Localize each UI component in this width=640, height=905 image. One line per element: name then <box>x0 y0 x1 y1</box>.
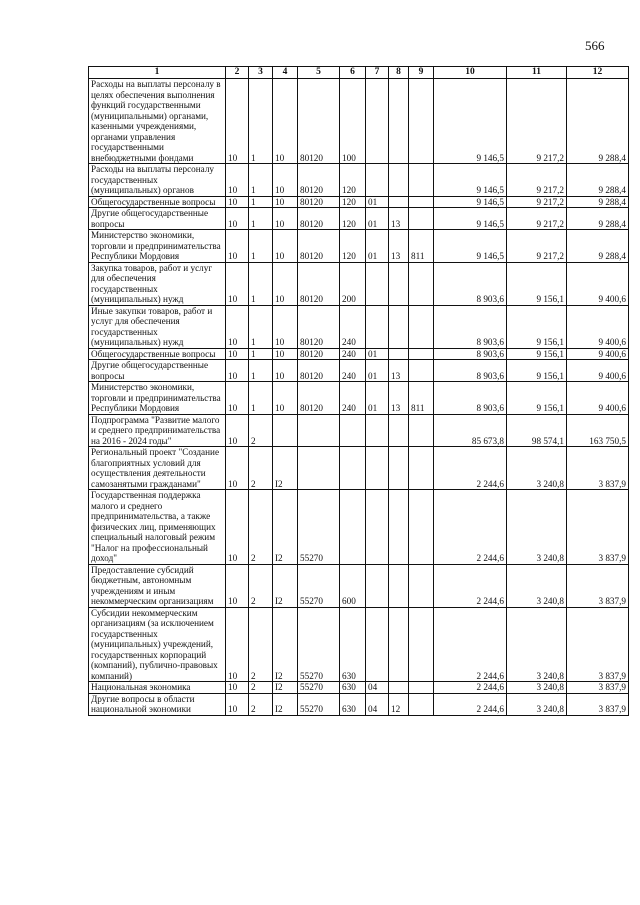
page-number: 566 <box>585 38 605 53</box>
amount-cell: 9 156,1 <box>507 360 567 382</box>
code-cell: 10 <box>226 230 249 263</box>
code-cell <box>409 447 434 490</box>
row-name: Другие вопросы в области национальной экономики <box>89 693 226 715</box>
code-cell: 2 <box>249 447 273 490</box>
code-cell: 240 <box>340 382 366 415</box>
code-cell: 100 <box>340 79 366 164</box>
code-cell: 01 <box>366 208 389 230</box>
code-cell: 10 <box>226 79 249 164</box>
table-row <box>89 196 629 208</box>
code-cell: 10 <box>226 414 249 447</box>
code-cell: 240 <box>340 305 366 348</box>
table-row <box>89 348 629 360</box>
amount-cell: 8 903,6 <box>434 360 507 382</box>
amount-cell: 9 146,5 <box>434 196 507 208</box>
code-cell <box>366 414 389 447</box>
header-cell: 8 <box>389 67 409 79</box>
amount-cell: 9 217,2 <box>507 196 567 208</box>
code-cell: 10 <box>226 382 249 415</box>
code-cell: 120 <box>340 164 366 197</box>
code-cell: 10 <box>273 79 298 164</box>
code-cell: 55270 <box>298 607 340 682</box>
code-cell: 80120 <box>298 382 340 415</box>
code-cell: 10 <box>273 262 298 305</box>
code-cell: 10 <box>226 564 249 607</box>
amount-cell: 9 288,4 <box>567 230 629 263</box>
amount-cell: 85 673,8 <box>434 414 507 447</box>
code-cell <box>409 414 434 447</box>
code-cell: 10 <box>226 305 249 348</box>
code-cell: I2 <box>273 682 298 694</box>
code-cell: 10 <box>226 196 249 208</box>
code-cell: 13 <box>389 230 409 263</box>
row-name: Субсидии некоммерческим организациям (за исключением государственных (муниципальных) учреждений, государственных корпораций (компаний), публично-правовых компаний) <box>89 607 226 682</box>
code-cell <box>389 447 409 490</box>
code-cell: 04 <box>366 682 389 694</box>
code-cell: 55270 <box>298 693 340 715</box>
code-cell: 630 <box>340 682 366 694</box>
amount-cell: 163 750,5 <box>567 414 629 447</box>
amount-cell: 2 244,6 <box>434 490 507 565</box>
code-cell: 120 <box>340 196 366 208</box>
code-cell <box>366 564 389 607</box>
amount-cell: 9 146,5 <box>434 164 507 197</box>
code-cell: 600 <box>340 564 366 607</box>
table-row <box>89 208 629 230</box>
code-cell <box>389 262 409 305</box>
table-row <box>89 693 629 715</box>
code-cell: 80120 <box>298 348 340 360</box>
code-cell: 55270 <box>298 682 340 694</box>
code-cell: 1 <box>249 208 273 230</box>
code-cell: 13 <box>389 382 409 415</box>
table-row <box>89 382 629 415</box>
amount-cell: 9 146,5 <box>434 79 507 164</box>
code-cell: 01 <box>366 348 389 360</box>
amount-cell: 9 217,2 <box>507 164 567 197</box>
code-cell <box>366 607 389 682</box>
code-cell: I2 <box>273 693 298 715</box>
table-row <box>89 490 629 565</box>
code-cell: 01 <box>366 230 389 263</box>
code-cell: 240 <box>340 348 366 360</box>
code-cell: 55270 <box>298 564 340 607</box>
code-cell <box>409 208 434 230</box>
budget-table <box>88 66 629 716</box>
code-cell: 10 <box>273 348 298 360</box>
amount-cell: 9 146,5 <box>434 208 507 230</box>
code-cell <box>389 564 409 607</box>
amount-cell: 2 244,6 <box>434 693 507 715</box>
code-cell <box>409 348 434 360</box>
row-name: Другие общегосударственные вопросы <box>89 360 226 382</box>
code-cell: 10 <box>273 208 298 230</box>
code-cell <box>409 262 434 305</box>
code-cell: 10 <box>273 164 298 197</box>
header-cell: 3 <box>249 67 273 79</box>
code-cell: 80120 <box>298 196 340 208</box>
code-cell: 10 <box>273 305 298 348</box>
code-cell: 1 <box>249 262 273 305</box>
code-cell <box>389 607 409 682</box>
code-cell: I2 <box>273 607 298 682</box>
code-cell: 1 <box>249 79 273 164</box>
amount-cell: 3 240,8 <box>507 682 567 694</box>
code-cell: 10 <box>226 607 249 682</box>
code-cell: 2 <box>249 490 273 565</box>
header-cell: 6 <box>340 67 366 79</box>
code-cell <box>389 490 409 565</box>
code-cell <box>409 164 434 197</box>
amount-cell: 3 837,9 <box>567 447 629 490</box>
row-name: Государственная поддержка малого и среднего предпринимательства, а также физических лиц, применяющих специальный налоговый режим "Налог на профессиональный доход" <box>89 490 226 565</box>
code-cell: 630 <box>340 607 366 682</box>
table-row <box>89 564 629 607</box>
amount-cell: 98 574,1 <box>507 414 567 447</box>
row-name: Другие общегосударственные вопросы <box>89 208 226 230</box>
header-cell: 7 <box>366 67 389 79</box>
code-cell <box>409 682 434 694</box>
table-row <box>89 230 629 263</box>
code-cell <box>340 447 366 490</box>
amount-cell: 9 400,6 <box>567 360 629 382</box>
amount-cell: 8 903,6 <box>434 262 507 305</box>
code-cell <box>340 490 366 565</box>
code-cell: 10 <box>226 447 249 490</box>
code-cell: 811 <box>409 382 434 415</box>
code-cell: 10 <box>226 693 249 715</box>
amount-cell: 9 217,2 <box>507 208 567 230</box>
code-cell: 13 <box>389 208 409 230</box>
code-cell: 10 <box>226 360 249 382</box>
code-cell: I2 <box>273 564 298 607</box>
amount-cell: 9 288,4 <box>567 79 629 164</box>
code-cell: 10 <box>226 164 249 197</box>
row-name: Предоставление субсидий бюджетным, автономным учреждениям и иным некоммерческим организациям <box>89 564 226 607</box>
header-cell: 5 <box>298 67 340 79</box>
amount-cell: 9 146,5 <box>434 230 507 263</box>
amount-cell: 9 288,4 <box>567 208 629 230</box>
code-cell <box>389 414 409 447</box>
code-cell: 01 <box>366 360 389 382</box>
table-row <box>89 447 629 490</box>
table-row <box>89 262 629 305</box>
code-cell: 10 <box>273 196 298 208</box>
row-name: Общегосударственные вопросы <box>89 348 226 360</box>
code-cell: 120 <box>340 208 366 230</box>
code-cell: 240 <box>340 360 366 382</box>
code-cell: 1 <box>249 348 273 360</box>
row-name: Общегосударственные вопросы <box>89 196 226 208</box>
amount-cell: 9 400,6 <box>567 262 629 305</box>
code-cell: 10 <box>273 360 298 382</box>
amount-cell: 9 217,2 <box>507 230 567 263</box>
code-cell <box>409 79 434 164</box>
code-cell: 120 <box>340 230 366 263</box>
row-name: Региональный проект "Создание благоприятных условий для осуществления деятельности самозанятыми гражданами" <box>89 447 226 490</box>
code-cell: 01 <box>366 382 389 415</box>
table-row <box>89 305 629 348</box>
code-cell: 80120 <box>298 262 340 305</box>
amount-cell: 2 244,6 <box>434 682 507 694</box>
header-cell: 1 <box>89 67 226 79</box>
amount-cell: 9 400,6 <box>567 305 629 348</box>
code-cell: 2 <box>249 564 273 607</box>
code-cell: 10 <box>226 490 249 565</box>
code-cell: 04 <box>366 693 389 715</box>
amount-cell: 9 156,1 <box>507 305 567 348</box>
code-cell <box>389 79 409 164</box>
amount-cell: 3 837,9 <box>567 607 629 682</box>
code-cell <box>409 360 434 382</box>
code-cell: 12 <box>389 693 409 715</box>
code-cell: 10 <box>226 208 249 230</box>
code-cell: 2 <box>249 414 273 447</box>
amount-cell: 3 837,9 <box>567 564 629 607</box>
code-cell <box>298 447 340 490</box>
code-cell: 1 <box>249 360 273 382</box>
amount-cell: 3 837,9 <box>567 490 629 565</box>
code-cell <box>389 196 409 208</box>
header-row <box>89 67 629 79</box>
row-name: Расходы на выплаты персоналу государственных (муниципальных) органов <box>89 164 226 197</box>
code-cell: 2 <box>249 607 273 682</box>
code-cell <box>409 490 434 565</box>
table-row <box>89 79 629 164</box>
code-cell <box>409 693 434 715</box>
code-cell <box>409 305 434 348</box>
code-cell <box>340 414 366 447</box>
table-row <box>89 607 629 682</box>
header-cell: 12 <box>567 67 629 79</box>
amount-cell: 2 244,6 <box>434 607 507 682</box>
amount-cell: 3 240,8 <box>507 564 567 607</box>
row-name: Иные закупки товаров, работ и услуг для обеспечения государственных (муниципальных) нужд <box>89 305 226 348</box>
code-cell: 80120 <box>298 305 340 348</box>
row-name: Национальная экономика <box>89 682 226 694</box>
code-cell <box>366 262 389 305</box>
amount-cell: 3 837,9 <box>567 693 629 715</box>
code-cell: 10 <box>226 348 249 360</box>
amount-cell: 9 400,6 <box>567 348 629 360</box>
amount-cell: 9 400,6 <box>567 382 629 415</box>
code-cell: 10 <box>273 230 298 263</box>
code-cell <box>366 447 389 490</box>
row-name: Министерство экономики, торговли и предпринимательства Республики Мордовия <box>89 230 226 263</box>
code-cell: 1 <box>249 230 273 263</box>
amount-cell: 8 903,6 <box>434 382 507 415</box>
table-row <box>89 164 629 197</box>
amount-cell: 3 240,8 <box>507 490 567 565</box>
code-cell: I2 <box>273 447 298 490</box>
code-cell <box>389 305 409 348</box>
amount-cell: 8 903,6 <box>434 348 507 360</box>
code-cell <box>366 164 389 197</box>
code-cell: 01 <box>366 196 389 208</box>
amount-cell: 3 240,8 <box>507 693 567 715</box>
code-cell <box>409 564 434 607</box>
row-name: Подпрограмма "Развитие малого и среднего предпринимательства на 2016 - 2024 годы" <box>89 414 226 447</box>
row-name: Министерство экономики, торговли и предпринимательства Республики Мордовия <box>89 382 226 415</box>
code-cell: 80120 <box>298 164 340 197</box>
header-cell: 11 <box>507 67 567 79</box>
table-row <box>89 682 629 694</box>
code-cell: 80120 <box>298 79 340 164</box>
amount-cell: 3 240,8 <box>507 607 567 682</box>
code-cell <box>389 164 409 197</box>
code-cell <box>298 414 340 447</box>
amount-cell: 9 156,1 <box>507 382 567 415</box>
header-cell: 2 <box>226 67 249 79</box>
code-cell: 1 <box>249 196 273 208</box>
code-cell <box>389 682 409 694</box>
row-name: Закупка товаров, работ и услуг для обеспечения государственных (муниципальных) нужд <box>89 262 226 305</box>
code-cell <box>366 490 389 565</box>
amount-cell: 2 244,6 <box>434 564 507 607</box>
code-cell: 2 <box>249 693 273 715</box>
code-cell <box>389 348 409 360</box>
code-cell: I2 <box>273 490 298 565</box>
amount-cell: 9 288,4 <box>567 164 629 197</box>
amount-cell: 9 288,4 <box>567 196 629 208</box>
amount-cell: 3 240,8 <box>507 447 567 490</box>
amount-cell: 8 903,6 <box>434 305 507 348</box>
row-name: Расходы на выплаты персоналу в целях обеспечения выполнения функций государственными (муниципальными) органами, казенными учреждениями, органами управления государственными внебюджетными фондами <box>89 79 226 164</box>
code-cell <box>273 414 298 447</box>
amount-cell: 2 244,6 <box>434 447 507 490</box>
amount-cell: 9 217,2 <box>507 79 567 164</box>
code-cell: 80120 <box>298 360 340 382</box>
code-cell: 13 <box>389 360 409 382</box>
code-cell: 1 <box>249 305 273 348</box>
code-cell <box>409 196 434 208</box>
code-cell: 10 <box>273 382 298 415</box>
table-row <box>89 360 629 382</box>
code-cell: 1 <box>249 164 273 197</box>
code-cell <box>366 305 389 348</box>
code-cell: 80120 <box>298 208 340 230</box>
code-cell: 811 <box>409 230 434 263</box>
amount-cell: 9 156,1 <box>507 262 567 305</box>
code-cell: 630 <box>340 693 366 715</box>
header-cell: 10 <box>434 67 507 79</box>
code-cell: 2 <box>249 682 273 694</box>
header-cell: 9 <box>409 67 434 79</box>
amount-cell: 9 156,1 <box>507 348 567 360</box>
code-cell <box>409 607 434 682</box>
amount-cell: 3 837,9 <box>567 682 629 694</box>
code-cell: 80120 <box>298 230 340 263</box>
code-cell: 200 <box>340 262 366 305</box>
table-row <box>89 414 629 447</box>
code-cell: 1 <box>249 382 273 415</box>
header-cell: 4 <box>273 67 298 79</box>
code-cell <box>366 79 389 164</box>
code-cell: 10 <box>226 262 249 305</box>
code-cell: 55270 <box>298 490 340 565</box>
code-cell: 10 <box>226 682 249 694</box>
